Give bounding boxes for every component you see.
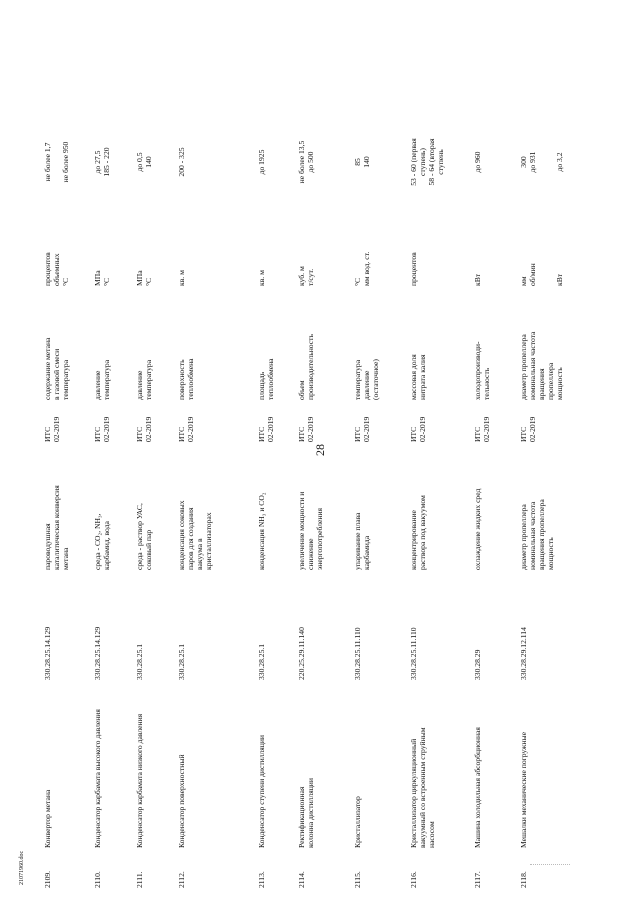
values-line: не более 13,5	[297, 140, 306, 184]
values-line: 140	[144, 156, 153, 168]
purpose-line: пароводушная	[43, 523, 52, 570]
its-reference-line: ИТС	[297, 426, 306, 442]
units-line: °С	[353, 277, 362, 286]
parameters-line: давление	[135, 370, 144, 400]
parameters-line: поверхность	[177, 359, 186, 400]
equipment-name-line: колонна дистилляции	[306, 778, 315, 848]
units-line: процентов	[43, 252, 52, 286]
equipment-name-cell	[93, 680, 102, 848]
row-number-cell: 2116.	[409, 871, 418, 888]
its-reference-cell	[297, 406, 315, 442]
its-reference-line: 02-2019	[362, 416, 371, 442]
document-filename: 21071960.doc	[19, 850, 25, 885]
units-line: кв. м	[257, 270, 266, 286]
row-number-cell: 2111.	[135, 871, 144, 888]
purpose-cell	[43, 450, 70, 570]
parameters-line: теплообмена	[266, 358, 275, 400]
purpose-cell	[409, 450, 427, 570]
its-reference-line: 02-2019	[144, 416, 153, 442]
purpose-cell	[257, 450, 266, 570]
purpose-cell	[473, 450, 482, 570]
its-reference-line: ИТС	[519, 426, 528, 442]
its-reference-line: ИТС	[353, 426, 362, 442]
purpose-cell	[519, 450, 555, 570]
units-line: об/мин	[528, 263, 537, 286]
equipment-name-cell	[43, 680, 52, 848]
units-line: °С	[102, 277, 111, 286]
parameters-line: вращения	[537, 368, 546, 400]
parameters-cell	[177, 290, 195, 400]
row-number-cell: 2118.	[519, 871, 528, 888]
equipment-name-line: насосом	[427, 821, 436, 848]
purpose-line: паров для создания	[186, 507, 195, 570]
units-line: куб. м	[297, 266, 306, 286]
equipment-name-line: Конденсатор карбамата высокого давления	[93, 709, 102, 848]
equipment-name-cell	[473, 680, 482, 848]
purpose-line: среда - CO₂, NH₃,	[93, 513, 102, 570]
okpd-code-cell: 330.28.29	[473, 649, 482, 680]
purpose-line: вращения пропеллера	[537, 499, 546, 570]
parameters-line: мощность	[555, 367, 564, 400]
its-reference-line: ИТС	[93, 426, 102, 442]
parameters-line: площадь	[257, 371, 266, 400]
values-line	[537, 116, 546, 208]
units-line: кВт	[555, 273, 564, 286]
values-line: до 27,5	[93, 150, 102, 174]
parameters-line: содержание метана	[43, 337, 52, 400]
parameters-line: в газовой смеси	[52, 348, 61, 400]
parameters-cell	[93, 290, 111, 400]
units-cell	[473, 226, 482, 286]
values-line: до 3,2	[555, 152, 564, 172]
equipment-name-cell	[177, 680, 186, 848]
parameters-line: температура	[353, 359, 362, 400]
parameters-line: холодопроизводи-	[473, 341, 482, 400]
parameters-line: диаметр пропеллера	[519, 334, 528, 400]
units-line: МПа	[93, 270, 102, 286]
okpd-code-cell: 330.28.25.14.129	[43, 626, 52, 680]
parameters-line: производительность	[306, 334, 315, 400]
row-number-cell: 2114.	[297, 871, 306, 888]
units-cell	[409, 226, 418, 286]
its-reference-line: 02-2019	[52, 416, 61, 442]
parameters-line: номинальная частота	[528, 331, 537, 400]
purpose-cell	[135, 450, 153, 570]
values-cell	[473, 116, 482, 208]
values-line: не более 950	[61, 141, 70, 183]
units-line: объемных	[52, 253, 61, 286]
units-line: мм вод. ст.	[362, 251, 371, 286]
its-reference-line: ИТС	[257, 426, 266, 442]
equipment-name-line: Ректификационная	[297, 786, 306, 848]
purpose-line: среда - раствор УАС,	[135, 503, 144, 570]
parameters-cell	[257, 290, 275, 400]
values-line: ступень)	[418, 148, 427, 176]
row-number-cell: 2112.	[177, 871, 186, 888]
purpose-line: карбамида	[362, 535, 371, 570]
purpose-line: каталитическая конверсия	[52, 485, 61, 570]
equipment-name-line: Машина холодильная абсорбционная	[473, 727, 482, 848]
units-line: кв. м	[177, 270, 186, 286]
parameters-line: тельность	[482, 367, 491, 400]
parameters-cell	[135, 290, 153, 400]
equipment-name-cell	[353, 680, 362, 848]
its-reference-line: 02-2019	[186, 416, 195, 442]
its-reference-line: ИТС	[473, 426, 482, 442]
equipment-name-line: вакуумный со встроенным струйным	[418, 727, 427, 848]
parameters-line: нитрата калия	[418, 354, 427, 400]
units-cell	[297, 226, 315, 286]
purpose-line: вакуума в	[195, 538, 204, 570]
row-number-cell: 2115.	[353, 871, 362, 888]
its-reference-cell	[93, 406, 111, 442]
values-cell	[135, 116, 153, 208]
its-reference-line: 02-2019	[306, 416, 315, 442]
parameters-line: температура	[144, 359, 153, 400]
equipment-name-cell	[135, 680, 144, 848]
units-line: °С	[144, 277, 153, 286]
purpose-line: карбамид, вода	[102, 521, 111, 570]
parameters-cell	[409, 290, 427, 400]
equipment-name-line: Конденсатор ступени дистилляции	[257, 735, 266, 848]
parameters-cell	[473, 290, 491, 400]
purpose-cell	[353, 450, 371, 570]
page-number: 28	[313, 444, 327, 456]
units-line: кВт	[473, 273, 482, 286]
equipment-name-line: Кристаллизатор циркуляционный	[409, 738, 418, 848]
values-line: до 960	[473, 151, 482, 173]
parameters-line: теплообмена	[186, 358, 195, 400]
units-cell	[177, 226, 186, 286]
its-reference-cell	[409, 406, 427, 442]
values-cell	[353, 116, 371, 208]
units-line: т/сут.	[306, 268, 315, 286]
purpose-cell	[297, 450, 324, 570]
equipment-name-line: Мешалки механические погружные	[519, 732, 528, 848]
purpose-line: увеличение мощности и	[297, 491, 306, 570]
equipment-name-cell	[297, 680, 315, 848]
okpd-code-cell: 330.28.25.14.129	[93, 626, 102, 680]
its-reference-line: ИТС	[43, 426, 52, 442]
parameters-line: температура	[102, 359, 111, 400]
its-reference-line: 02-2019	[102, 416, 111, 442]
purpose-line: снижение	[306, 538, 315, 570]
parameters-line: массовая доля	[409, 354, 418, 400]
units-line: °С	[61, 277, 70, 286]
purpose-line: конденсация NH₃ и CO₂	[257, 492, 266, 570]
values-line: до 1925	[257, 149, 266, 175]
equipment-name-cell	[519, 680, 528, 848]
its-reference-line: ИТС	[409, 426, 418, 442]
values-cell	[177, 116, 186, 208]
okpd-code-cell: 220.25.29.11.140	[297, 627, 306, 680]
purpose-line: охлаждение жидких сред	[473, 488, 482, 570]
parameters-line: температура	[61, 359, 70, 400]
row-number-cell: 2113.	[257, 871, 266, 888]
row-number-cell: 2110.	[93, 871, 102, 888]
purpose-cell	[177, 450, 213, 570]
units-line: процентов	[409, 252, 418, 286]
its-reference-cell	[135, 406, 153, 442]
parameters-cell	[519, 290, 564, 400]
its-reference-cell	[353, 406, 371, 442]
its-reference-cell	[257, 406, 275, 442]
values-cell	[93, 116, 111, 208]
equipment-table	[35, 48, 605, 888]
equipment-name-line: Конденсатор карбамата низкого давления	[135, 713, 144, 848]
values-line: 185 - 220	[102, 147, 111, 177]
units-cell	[43, 226, 70, 286]
purpose-line: упаривание плава	[353, 512, 362, 570]
units-line: мм	[519, 276, 528, 286]
units-cell	[135, 226, 153, 286]
parameters-line: давление	[93, 370, 102, 400]
purpose-line: номинальная частота	[528, 501, 537, 570]
values-line: 53 - 60 (первая	[409, 138, 418, 186]
okpd-code-cell: 330.28.25.11.110	[409, 627, 418, 680]
okpd-code-cell: 330.28.29.12.114	[519, 627, 528, 680]
values-cell	[409, 116, 445, 208]
values-line	[52, 116, 61, 208]
its-reference-cell	[177, 406, 195, 442]
purpose-line: мощность	[546, 537, 555, 570]
its-reference-cell	[43, 406, 61, 442]
purpose-line: энергопотребления	[315, 507, 324, 570]
okpd-code-cell: 330.28.25.1	[257, 643, 266, 680]
purpose-line: концентрирование	[409, 510, 418, 570]
parameters-cell	[297, 290, 315, 400]
values-cell	[519, 116, 564, 208]
values-line: ступень	[436, 149, 445, 175]
units-cell	[93, 226, 111, 286]
units-cell	[353, 226, 371, 286]
okpd-code-cell: 330.28.25.11.110	[353, 627, 362, 680]
its-reference-line: ИТС	[135, 426, 144, 442]
values-line: 58 - 64 (вторая	[427, 138, 436, 186]
row-number-cell: 2109.	[43, 870, 52, 888]
units-line	[546, 226, 555, 286]
purpose-line: кристаллизаторах	[204, 512, 213, 570]
equipment-name-cell	[409, 680, 436, 848]
values-line: 300	[519, 156, 528, 168]
parameters-cell	[353, 290, 380, 400]
okpd-code-cell: 330.28.25.1	[177, 643, 186, 680]
values-line: не более 1,7	[43, 142, 52, 182]
purpose-line: диаметр пропеллера	[519, 504, 528, 570]
its-reference-cell	[519, 406, 537, 442]
parameters-line: пропеллера	[546, 362, 555, 400]
values-line: до 0,5	[135, 152, 144, 172]
its-reference-line: 02-2019	[528, 416, 537, 442]
parameters-line: (остаточное)	[371, 359, 380, 400]
values-line: 85	[353, 158, 362, 166]
equipment-name-line: Конвертор метана	[43, 789, 52, 848]
purpose-line: соковый пар	[144, 529, 153, 570]
parameters-line: давление	[362, 370, 371, 400]
purpose-line: конденсация соковых	[177, 500, 186, 570]
purpose-line: метана	[61, 547, 70, 570]
parameters-cell	[43, 290, 70, 400]
its-reference-line: 02-2019	[266, 416, 275, 442]
equipment-name-line: Кристаллизатор	[353, 796, 362, 848]
purpose-line: раствора под вакуумом	[418, 495, 427, 570]
units-line	[537, 226, 546, 286]
row-number-cell: 2117.	[473, 871, 482, 888]
purpose-cell	[93, 450, 111, 570]
its-reference-cell	[473, 406, 491, 442]
units-cell	[519, 226, 564, 286]
values-line: 140	[362, 156, 371, 168]
its-reference-line: ИТС	[177, 426, 186, 442]
okpd-code-cell: 330.28.25.1	[135, 643, 144, 680]
values-line: 200 - 325	[177, 147, 186, 177]
values-line: до 931	[528, 151, 537, 173]
values-cell	[257, 116, 266, 208]
its-reference-line: 02-2019	[418, 416, 427, 442]
values-line	[546, 116, 555, 208]
units-cell	[257, 226, 266, 286]
values-cell	[297, 116, 315, 208]
equipment-name-line: Конденсатор поверхностный	[177, 754, 186, 848]
units-line: МПа	[135, 270, 144, 286]
equipment-name-cell	[257, 680, 266, 848]
values-line: до 500	[306, 151, 315, 173]
parameters-line: объем	[297, 380, 306, 400]
its-reference-line: 02-2019	[482, 416, 491, 442]
values-cell	[43, 116, 70, 208]
